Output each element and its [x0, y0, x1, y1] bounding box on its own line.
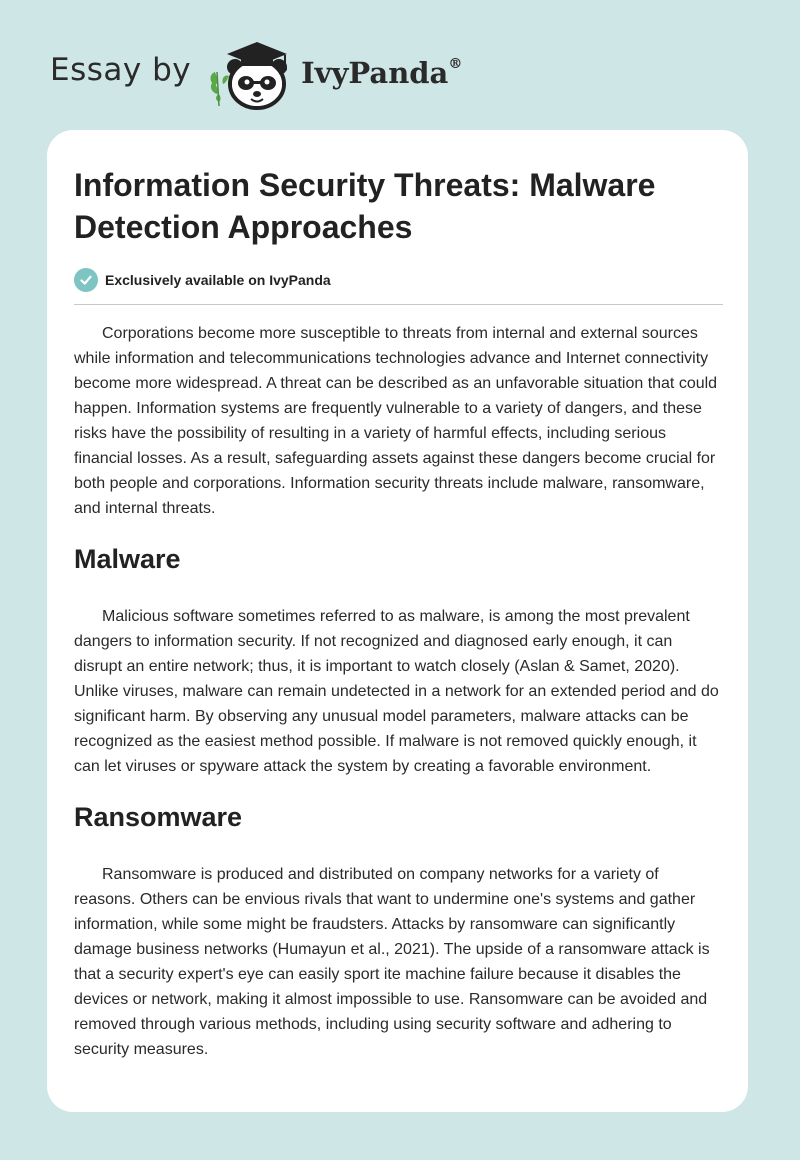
- section-heading-ransomware: Ransomware: [74, 802, 243, 832]
- essay-by-label: Essay by: [50, 52, 192, 88]
- brand-label: IvyPanda: [301, 56, 449, 90]
- ivy-leaf-icon: [211, 72, 230, 106]
- divider: [74, 304, 723, 305]
- exclusive-badge-label: Exclusively available on IvyPanda: [105, 272, 331, 288]
- site-header: [50, 28, 462, 118]
- brand-name[interactable]: [301, 56, 462, 90]
- article-content: [74, 164, 723, 1062]
- section-body-ransomware: Ransomware is produced and distributed on company networks for a variety of reasons. Others can be envious rivals that want to undermine one's systems and gather information, while some might be fraudsters. Attacks by ransomware can significantly damage business networks (Humayun et al., 2021). The upside of a ransomware attack is that a security expert's eye can easily sport ite machine failure because it disables the devices or network, making it almost impossible to use. Ransomware can be avoided and removed through various methods, including using security software and adhering to security measures.: [74, 866, 710, 1058]
- exclusive-badge: [74, 267, 723, 293]
- registered-mark: ®: [448, 56, 463, 73]
- panda-graduate-icon[interactable]: [205, 32, 297, 114]
- article-card: [47, 130, 748, 1112]
- section-heading-malware: Malware: [74, 544, 181, 574]
- article-title: Information Security Threats: Malware Detection Approaches: [74, 167, 656, 245]
- check-circle-icon: [74, 268, 98, 292]
- intro-paragraph: Corporations become more susceptible to threats from internal and external sources while information and telecommunications technologies advance and Internet connectivity become more widespread. A threat can be described as an unfavorable situation that could happen. Information systems are frequently vulnerable to a variety of dangers, and these risks have the possibility of resulting in a variety of harmful effects, including serious financial losses. As a result, safeguarding assets against these dangers become crucial for both people and corporations. Information security threats include malware, ransomware, and internal threats.: [74, 325, 718, 517]
- section-body-malware: Malicious software sometimes referred to as malware, is among the most prevalent dangers to information security. If not recognized and diagnosed early enough, it can disrupt an entire network; thus, it is important to watch closely (Aslan & Samet, 2020). Unlike viruses, malware can remain undetected in a network for an extended period and do significant harm. By observing any unusual model parameters, malware attacks can be recognized as the easiest method possible. If malware is not removed quickly enough, it can let viruses or spyware attack the system by creating a favorable environment.: [74, 608, 719, 775]
